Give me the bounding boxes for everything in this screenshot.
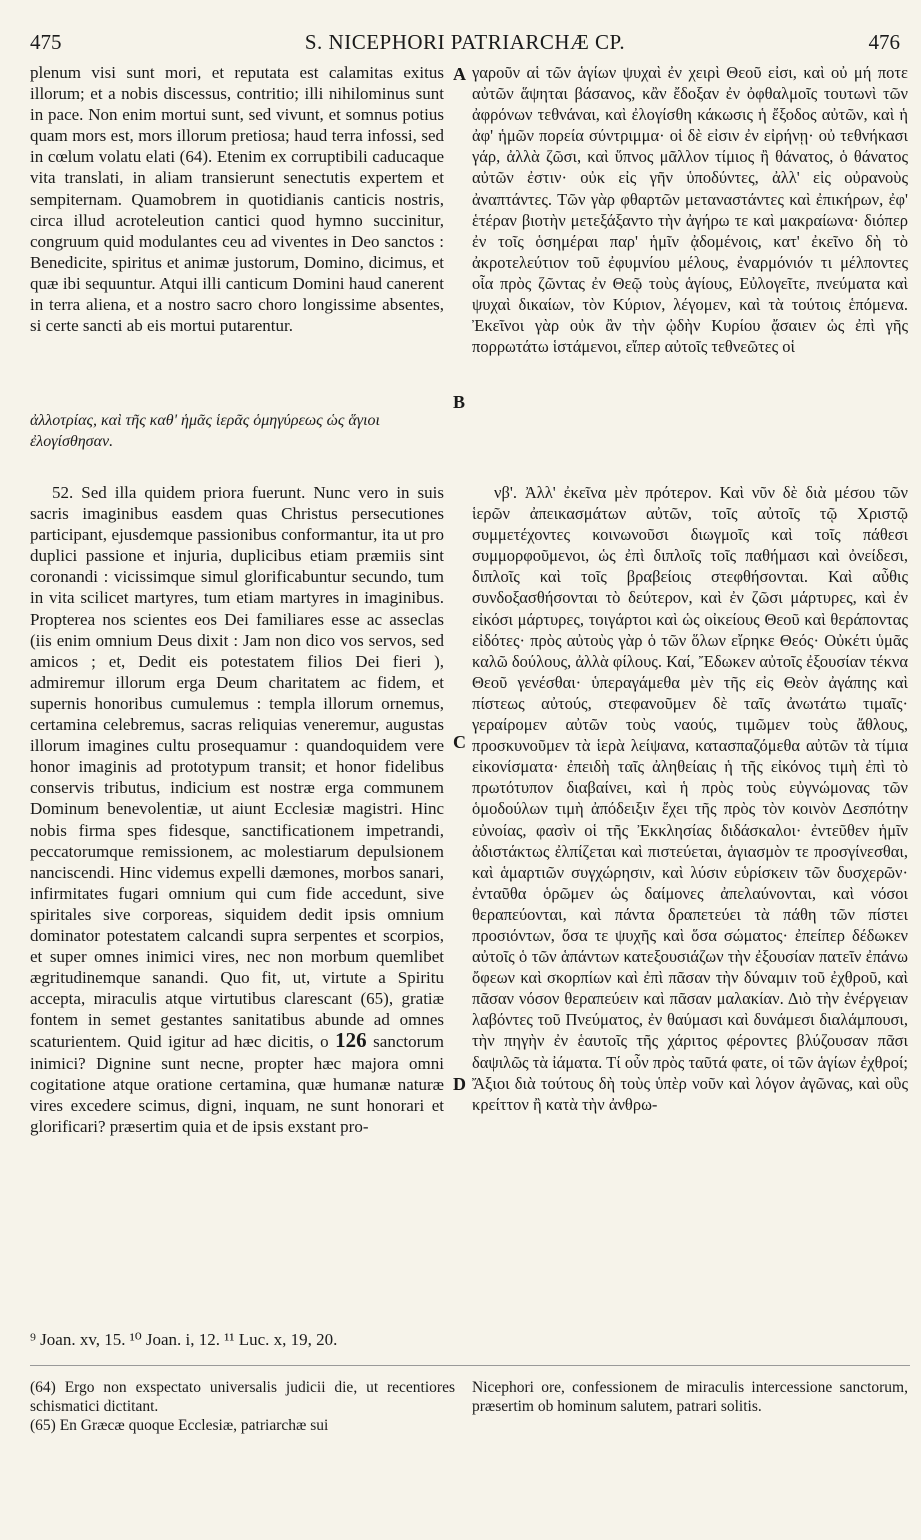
scripture-footnotes: ⁹ Joan. xv, 15. ¹⁰ Joan. i, 12. ¹¹ Luc. x, 19, 20. [30, 1330, 338, 1349]
notes-right [472, 1378, 908, 1416]
note-64: (64) Ergo non exspectato universalis judicii die, ut recentiores schismatici dictitant. [30, 1379, 455, 1415]
running-title: S. NICEPHORI PATRIARCHÆ CP. [304, 30, 626, 54]
latin-paragraph-52-text: 52. Sed illa quidem priora fuerunt. Nunc vero in suis sacris imaginibus easdem quas Christus persecutiones participant, ejusdemque passionibus conformantur, ita ut pro duplici passione et injuria, duplicibus etiam præmiis sint coronandi : vicissimque simul glorificabuntur secundo, tum in vita scilicet martyres, tum etiam martyres in imaginibus. Propterea nos scientes eos Dei familiares esse ac asseclas (iis enim omnium Deus dixit : Jam non dico vos servos, sed amicos ; et, Dedit eis potestatem filios Dei fieri ), admiremur illorum erga Deum charitatem ac fidem, et supernis honoribus cumulemus : templa illorum ornemus, certamina celebremus, sacras reliquias veneremur, augustas illorum imagines cultu prosequamur : quandoquidem vere honor imaginis ad prototypum transit; et honor fidelibus conservis tributus, indicium est nostræ erga communem Dominum benevolentiæ, ut aiunt Ecclesiæ magistri. Hinc nobis firma spes fidesque, sanctificationem impetrandi, peccatorumque remissionem, ac molestiarum depulsionem nanciscendi. Hinc videmus expelli dæmones, morbos sanari, infirmitates fugari omnium qui cum fide accedunt, sive spiritales sive corporeas, siquidem dedit ipsis omnium dominator potestatem calcandi supra serpentes et scorpios, et super omnes inimici vires, nec non morbum quemlibet ægritudinemque sanandi. Quo fit, ut, virtute a Spiritu accepta, miraculis atque virtutibus clarescant (65), gratiæ fontem in semet gestantes sanitatibus abunde ad omnes scaturientem. Quid igitur ad hæc dicitis, [30, 483, 444, 1052]
column-number-126: 126 [335, 1028, 367, 1053]
latin-paragraph-1: plenum visi sunt mori, et reputata est calamitas exitus illorum; et a nobis discessus, contritio; illi nihilominus sunt in pace. Non enim mortui sunt, sed vivunt, et somnus potius quam mors est, mors illorum pretiosa; haud terra infossi, sed in cœlum volatu elati (64). Etenim ex corruptibili caducaque vita translati, in aliam transierunt senectutis expertem et sempiternam. Quamobrem in quotidianis canticis nostris, circa illud acroteleution cantici quod hymno succinitur, congruum quid modulantes ceu ad viventes in Deo sanctos : Benedicite, spiritus et animæ justorum, Domino, dicimus, et quæ ibi sequuntur. Atqui illi canticum Domini haud canerent in terra aliena, et a nostro sacro choro longissime absentes, si certe sancti ab eis mortui putarentur. [30, 63, 444, 336]
margin-letter-c: C [453, 732, 466, 752]
latin-paragraph-52-end: sanctorum inimici? Dignine sunt necne, propter hæc majora omni cogitatione atque oratione certamina, quæ humanæ naturæ vires excedere scimus, digni, inquam, ne sunt honorari et glorificari? præsertim quia et de ipsis exstant pro- [30, 1032, 444, 1136]
latin-column-part2 [30, 482, 444, 1137]
margin-letter-a: A [453, 64, 466, 84]
note-65-continued: Nicephori ore, confessionem de miraculis intercessione sanctorum, præsertim ob hominum salutem, patrari solitis. [472, 1379, 908, 1415]
greek-trailing-line: ἀλλοτρίας, καὶ τῆς καθ' ἡμᾶς ἱερᾶς ὁμηγύρεως ὡς ἅγιοι ἐλογίσθησαν. [30, 412, 380, 451]
notes-divider [30, 1365, 910, 1366]
greek-paragraph-52: νβ'. Ἀλλ' ἐκεῖνα μὲν πρότερον. Καὶ νῦν δὲ διὰ μέσου τῶν ἱερῶν ἀπεικασμάτων αὐτῶν, τοῖς αὐτοῖς τῷ Χριστῷ συμμετέχοντες κοινωνοῦσι διωγμοῖς καὶ τοῖς πάθεσι συμμορφοῦμενοι, ὡς ἐπὶ διπλοῖς τοῖς παθήμασι καὶ ὀνείδεσι, διπλοῖς καὶ τοῖς βραβείοις στεφθήσονται. Καὶ αὖθις συνδοξασθήσονται τὸ δεύτερον, καὶ ἐν ζῶσι μάρτυρες, καὶ ἐν εἰκόσι μάρτυρες, τοιγάρτοι καὶ ὡς οἰκείους Θεοῦ καὶ θεράποντας εἰδότες· πρὸς αὐτοὺς γὰρ ὁ τῶν ὅλων εἴρηκε Θεός· Οὐκέτι ὑμᾶς καλῶ δούλους, ἀλλὰ φίλους. Καί, Ἔδωκεν αὐτοῖς ἐξουσίαν τέκνα Θεοῦ γενέσθαι· ὑπεραγάμεθα μὲν τῆς εἰς Θεὸν ἀγάπης καὶ πίστεως αὐτούς, στεφανοῦμεν δὲ ταῖς ἀνωτάτω τιμαῖς· γεραίρομεν αὐτῶν τοὺς ναούς, τιμῶμεν τοὺς ἄθλους, προσκυνοῦμεν τὰ ἱερὰ λείψανα, κατασπαζόμεθα αὐτῶν τὰ τίμια εἰκονίσματα· ἐπειδὴ ταῖς ἀληθείαις ἡ τῆς εἰκόνος τιμὴ ἐπὶ τὸ πρωτότυπον διαβαίνει, καὶ ἡ πρὸς τοὺς εὐγνώμονας τῶν ὁμοδούλων τιμὴ ἀπόδειξιν ἔχει τῆς πρὸς τὸν κοινὸν Δεσπότην εὐνοίας, φασὶν οἱ τῆς Ἐκκλησίας διδάσκαλοι· ἐντεῦθεν ἡμῖν ἀδιστάκτως ἐλπίζεται καὶ πιστεύεται, ἁγιασμὸν τε προσγίνεσθαι, καὶ ἁμαρτιῶν συγχώρησιν, καὶ λύσιν εὑρίσκειν τῶν δυσχερῶν· ἐνταῦθα ὁρῶμεν ὡς δαίμονες ἀπελαύνονται, καὶ νόσοι θεραπεύονται, καὶ πάντα δραπετεύει τὰ πάθη τῶν πίστει προσιόντων, ὅσα τε ψυχῆς καὶ ὅσα σώματος· ἐπείπερ δέδωκεν αὐτοῖς ὁ τῶν ἁπάντων κατεξουσιάζων τὴν ἐξουσίαν πατεῖν ἐπάνω ὄφεων καὶ σκορπίων καὶ ἐπὶ πᾶσαν τὴν δύναμιν τοῦ ἐχθροῦ, καὶ πᾶσαν νόσον θεραπεύειν καὶ πᾶσαν μαλακίαν. Διὸ τὴν ἐνέργειαν λαβόντες τοῦ Πνεύματος, ἐν θαύμασι καὶ δυνάμεσι διαλάμπουσι, τὴν πηγὴν ἐν ἑαυτοῖς τῆς χάριτος φέροντες βλύζουσαν πᾶσι δαψιλῶς τὰ ἰάματα. Τί οὖν πρὸς ταῦτά φατε, οἱ τῶν ἁγίων ἐχθροί; Ἄξιοι διὰ τούτους δὴ τοὺς ὑπὲρ νοῦν καὶ λόγον ἀγῶνας, καὶ οὓς κρείττον ἢ κατὰ τὴν ἀνθρω- [472, 483, 908, 1114]
latin-paragraph-52 [30, 482, 444, 1137]
notes-left [30, 1378, 455, 1435]
margin-letter-d: D [453, 1074, 466, 1094]
greek-paragraph-1: γαροῦν αἱ τῶν ἁγίων ψυχαὶ ἐν χειρὶ Θεοῦ εἰσι, καὶ οὐ μή ποτε αὐτῶν ἅψηται βάσανος, κἂν ἔδοξαν ἐν ὀφθαλμοῖς τουτωνὶ τῶν ἀφρόνων τεθνάναι, καὶ ἐλογίσθη κάκωσις ἡ ἔξοδος αὐτῶν, καὶ ἡ ἀφ' ἡμῶν πορεία σύντριμμα· οἱ δὲ εἰσιν ἐν εἰρήνῃ· οὐ τεθνήκασι γάρ, ἀλλὰ ζῶσι, καὶ ὕπνος μᾶλλον τίμιος ἢ θάνατος, ὁ θάνατος αὐτῶν ἐστιν· οὐκ εἰς γῆν ὑποδύντες, ἀλλ' εἰς οὐρανοὺς ἀναπτάντες. Τῶν γὰρ φθαρτῶν μεταναστάντες καὶ ἐπικήρων, ἐφ' ἑτέραν βιοτὴν μετεξάξαντο τὴν ἀγήρω τε καὶ μακραίωνα· διόπερ ἐν τοῖς ὁσημέραι παρ' ἡμῖν ᾀδομένοις, κατ' ἐκεῖνο δὴ τὸ ἀκροτελεύτιον τοῦ ἐφυμνίου μέλους, ἐναρμόνιόν τι μέλποντες οἷα πρὸς ζῶντας ἐν Θεῷ τοὺς ἁγίους, Εὐλογεῖτε, πνεύματα καὶ ψυχαὶ δικαίων, τὸν Κύριον, λέγομεν, καὶ τὰ τούτοις ἑπόμενα. Ἐκεῖνοι γὰρ οὐκ ἂν τὴν ᾠδὴν Κυρίου ᾄσαιεν ὡς ἐπὶ γῆς πορρωτάτω ἱστάμενοι, εἴπερ αὐτοῖς τεθνεῶτες οἱ [472, 63, 908, 357]
latin-column-part1 [30, 62, 444, 336]
latin-o: o [320, 1032, 329, 1052]
page-number-left: 475 [30, 30, 62, 54]
margin-letter-b: B [453, 392, 466, 412]
greek-column-part2 [472, 482, 908, 1115]
greek-column-part1 [472, 62, 908, 357]
page-header [30, 30, 900, 60]
note-65: (65) En Græcæ quoque Ecclesiæ, patriarchæ sui [30, 1417, 329, 1434]
page-number-right: 476 [868, 30, 900, 54]
